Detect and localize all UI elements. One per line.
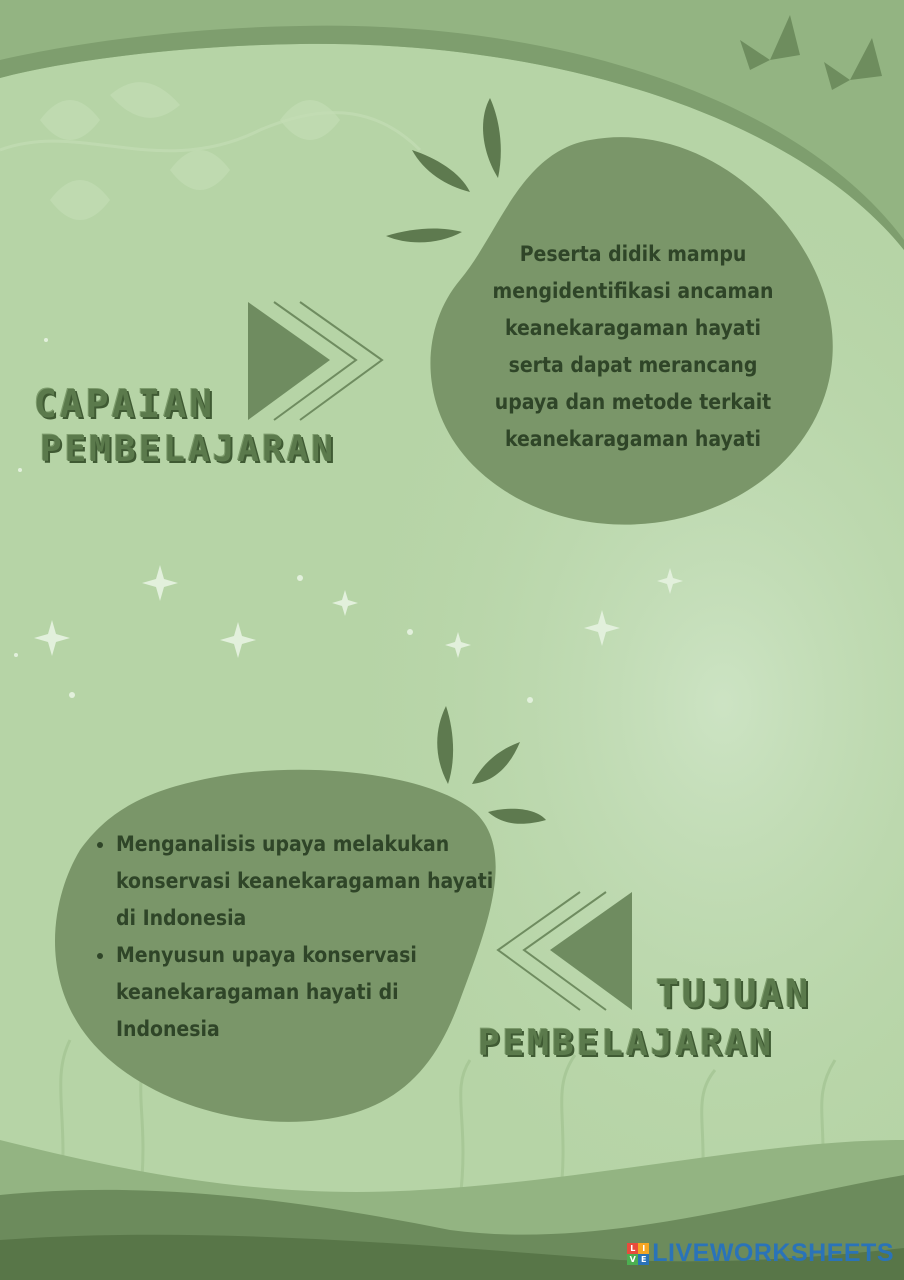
capaian-heading-line1: CAPAIAN xyxy=(34,382,216,426)
tujuan-list xyxy=(92,826,496,1048)
capaian-text xyxy=(458,236,808,458)
liveworksheets-text: LIVEWORKSHEETS xyxy=(652,1239,894,1267)
capaian-line: serta dapat merancang xyxy=(508,353,758,377)
capaian-line: mengidentifikasi ancaman xyxy=(492,279,774,303)
tujuan-item: • Menyusun upaya konservasi keanekaragaman hayati di Indonesia xyxy=(116,937,496,1048)
tujuan-heading-line1: TUJUAN xyxy=(656,972,812,1016)
capaian-line: Peserta didik mampu xyxy=(519,242,747,266)
live-badge-icon: L I V E xyxy=(627,1243,649,1265)
tujuan-heading-line2: PEMBELAJARAN xyxy=(478,1023,775,1064)
capaian-heading-line2: PEMBELAJARAN xyxy=(40,429,337,470)
capaian-line: upaya dan metode terkait xyxy=(494,390,772,414)
capaian-line: keanekaragaman hayati xyxy=(504,427,762,451)
liveworksheets-logo[interactable] xyxy=(627,1239,894,1268)
capaian-line: keanekaragaman hayati xyxy=(504,316,762,340)
tujuan-item: • Menganalisis upaya melakukan konservasi keanekaragaman hayati di Indonesia xyxy=(116,826,496,937)
